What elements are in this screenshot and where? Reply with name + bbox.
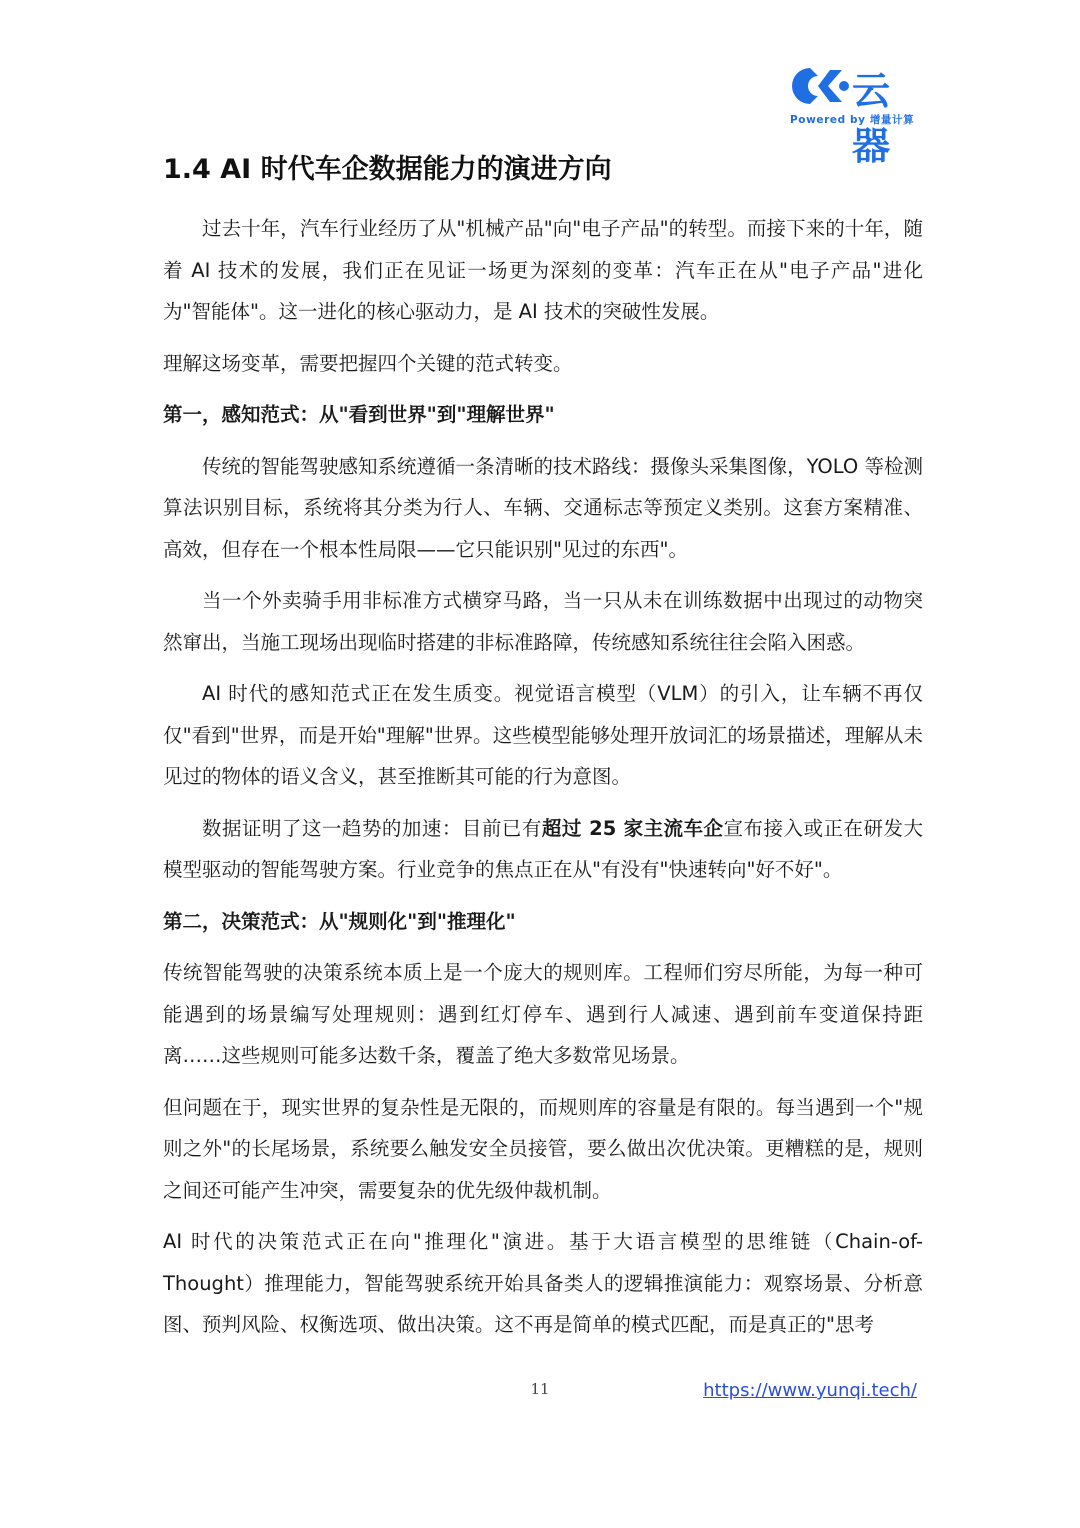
section-title: 1.4 AI 时代车企数据能力的演进方向 bbox=[163, 154, 612, 185]
paragraph-data-after: 宣布接入或正在研发大模型驱动的智能驾驶方案。行业竞争的焦点正在从"有没有"快速转向"好不好"。 bbox=[163, 816, 923, 881]
paragraph-data-before: 数据证明了这一趋势的加速：目前已有 bbox=[202, 816, 542, 840]
page-number: 11 bbox=[530, 1380, 550, 1398]
paragraph-intro: 过去十年，汽车行业经历了从"机械产品"向"电子产品"的转型。而接下来的十年，随着 AI 技术的发展，我们正在见证一场更为深刻的变革：汽车正在从"电子产品"进化为"智能体"。这一进化的核心驱动力，是 AI 技术的突破性发展。 bbox=[163, 217, 923, 323]
paragraph-vlm: AI 时代的感知范式正在发生质变。视觉语言模型（VLM）的引入，让车辆不再仅仅"看到"世界，而是开始"理解"世界。这些模型能够处理开放词汇的场景描述，理解从未见过的物体的语义含义，甚至推断其可能的行为意图。 bbox=[163, 682, 923, 788]
yunqi-logo-icon bbox=[788, 64, 850, 108]
website-link[interactable]: https://www.yunqi.tech/ bbox=[703, 1380, 917, 1401]
subheading-decision: 第二，决策范式：从"规则化"到"推理化" bbox=[163, 909, 516, 933]
logo-brand-text: 云器 bbox=[852, 69, 892, 168]
paragraph-rule-based: 传统智能驾驶的决策系统本质上是一个庞大的规则库。工程师们穷尽所能，为每一种可能遇到的场景编写处理规则：遇到红灯停车、遇到行人减速、遇到前车变道保持距离……这些规则可能多达数千条，覆盖了绝大多数常见场景。 bbox=[163, 961, 923, 1067]
paragraph-long-tail: 但问题在于，现实世界的复杂性是无限的，而规则库的容量是有限的。每当遇到一个"规则之外"的长尾场景，系统要么触发安全员接管，要么做出次优决策。更糟糕的是，规则之间还可能产生冲突，需要复杂的优先级仲裁机制。 bbox=[163, 1095, 923, 1202]
brand-logo bbox=[788, 62, 928, 168]
paragraph-data-evidence bbox=[163, 808, 923, 891]
page-content bbox=[163, 150, 923, 1356]
paragraph-edge-cases: 当一个外卖骑手用非标准方式横穿马路，当一只从未在训练数据中出现过的动物突然窜出，当施工现场出现临时搭建的非标准路障，传统感知系统往往会陷入困惑。 bbox=[163, 589, 923, 654]
paragraph-traditional-perception: 传统的智能驾驶感知系统遵循一条清晰的技术路线：摄像头采集图像，YOLO 等检测算法识别目标，系统将其分类为行人、车辆、交通标志等预定义类别。这套方案精准、高效，但存在一个根本性局限——它只能识别"见过的东西"。 bbox=[163, 454, 923, 561]
paragraph-paradigm-shifts: 理解这场变革，需要把握四个关键的范式转变。 bbox=[163, 351, 573, 375]
logo-tagline: Powered by 增量计算 bbox=[790, 114, 915, 126]
paragraph-reasoning: AI 时代的决策范式正在向"推理化"演进。基于大语言模型的思维链（Chain-of-Thought）推理能力，智能驾驶系统开始具备类人的逻辑推演能力：观察场景、分析意图、预判风险、权衡选项、做出决策。这不再是简单的模式匹配，而是真正的"思考 bbox=[163, 1230, 923, 1336]
subheading-perception: 第一，感知范式：从"看到世界"到"理解世界" bbox=[163, 403, 555, 426]
highlight-automakers: 超过 25 家主流车企 bbox=[541, 816, 724, 840]
